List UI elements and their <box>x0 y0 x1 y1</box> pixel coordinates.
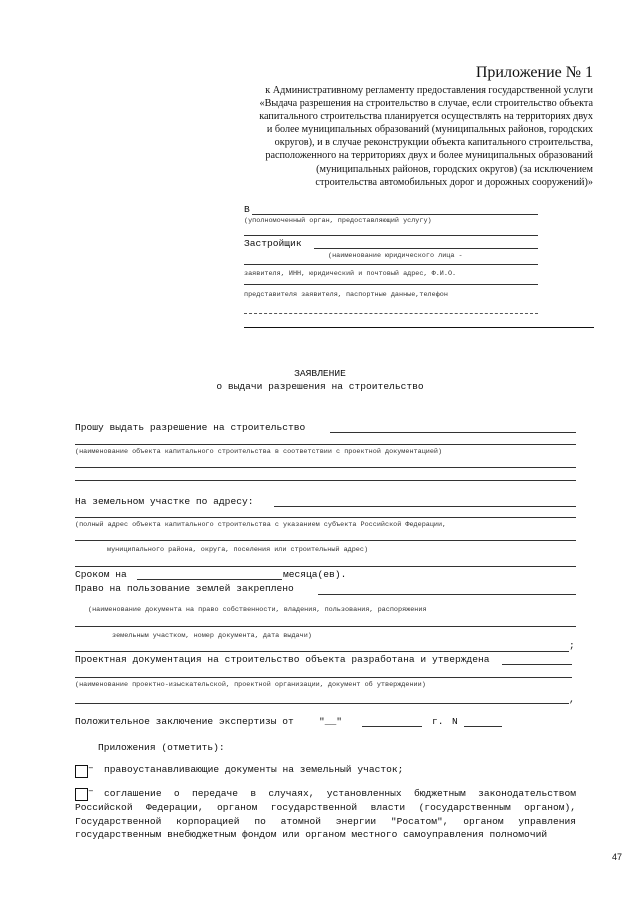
land-right-label: Право на пользование землей закреплено <box>75 583 294 594</box>
object-name-line[interactable] <box>330 432 576 433</box>
land-doc-hint-1: (наименование документа на право собственности, владения, пользования, распоряжения <box>88 606 427 614</box>
appendix-description-line: округов), и в случае реконструкции объекта капитального строительства, <box>274 137 593 149</box>
land-address-line-3[interactable] <box>75 540 576 541</box>
attachment-item-1: правоустанавливающие документы на земельный участок; <box>104 764 404 775</box>
appendix-description-line: капитального строительства планируется осуществлять на территориях двух <box>259 111 593 123</box>
address-hint-2: муниципального района, округа, поселения или строительный адрес) <box>107 546 369 554</box>
project-doc-line-2[interactable] <box>75 677 572 678</box>
expertise-year: г. <box>432 716 444 727</box>
land-address-label: На земельном участке по адресу: <box>75 496 254 507</box>
developer-line[interactable] <box>314 248 538 249</box>
attachment-dash: – <box>88 785 94 796</box>
project-doc-label: Проектная документация на строительство объекта разработана и утверждена <box>75 654 490 665</box>
comma: , <box>569 694 575 705</box>
developer-line-3[interactable] <box>244 284 538 285</box>
appendix-description-line: строительства автомобильных дорог и дорожных сооружений)» <box>315 176 593 188</box>
legal-entity-hint: (наименование юридического лица - <box>328 252 463 260</box>
semicolon: ; <box>569 640 575 651</box>
developer-label: Застройщик <box>244 238 302 249</box>
expertise-number-field[interactable] <box>464 726 502 727</box>
land-address-line-4[interactable] <box>75 566 576 567</box>
statement-title: ЗАЯВЛЕНИЕ <box>294 368 346 379</box>
checkbox-icon[interactable] <box>75 765 88 778</box>
land-right-line-2[interactable] <box>75 626 576 627</box>
address-hint-1: (полный адрес объекта капитального строительства с указанием субъекта Российской Федерации, <box>75 521 447 529</box>
authority-line-2[interactable] <box>244 235 538 236</box>
appendix-title: Приложение № 1 <box>475 64 593 81</box>
page-number: 47 <box>612 852 623 862</box>
addressee-rule <box>244 327 594 328</box>
appendix-description-line: (муниципальных районов, городских округов) (за исключением <box>316 163 593 175</box>
term-months-field[interactable] <box>137 579 282 580</box>
land-address-line[interactable] <box>274 506 576 507</box>
statement-subtitle: о выдачи разрешения на строительство <box>216 381 424 392</box>
object-name-line-4[interactable] <box>75 480 576 481</box>
expertise-quote: "__" <box>319 716 343 727</box>
attachment-item-2: соглашение о передаче в случаях, установленных бюджетным законодательством Российской Федерации, органом государственной власти (государственным органом), Государственной корпорацией по атомной энергии "Росатом", органом управления государственным внебюджетным фондом или органом местного самоуправления полномочий <box>75 788 576 841</box>
developer-line-2[interactable] <box>244 264 538 265</box>
appendix-description-line: и более муниципальных образований (муниципальных районов, городских <box>266 124 593 136</box>
term-prefix: Сроком на <box>75 569 127 580</box>
land-address-line-2[interactable] <box>75 517 576 518</box>
developer-line-4[interactable] <box>244 313 538 314</box>
expertise-label: Положительное заключение экспертизы от <box>75 716 294 727</box>
expertise-number-label: N <box>452 716 458 727</box>
appendix-description-line: к Административному регламенту предоставления государственной услуги <box>265 85 593 96</box>
object-hint: (наименование объекта капитального строительства в соответствии с проектной документацией) <box>75 448 443 456</box>
project-org-hint: (наименование проектно-изыскательской, проектной организации, документ об утверждении) <box>75 681 426 689</box>
object-name-line-3[interactable] <box>75 467 576 468</box>
land-right-line[interactable] <box>318 594 576 595</box>
attachment-checkbox-1[interactable] <box>75 762 88 780</box>
land-right-line-3[interactable] <box>75 651 569 652</box>
term-suffix: месяца(ев). <box>283 569 347 580</box>
land-doc-hint-2: земельным участком, номер документа, дата выдачи) <box>112 632 312 640</box>
applicant-hint: заявителя, ИНН, юридический и почтовый адрес, Ф.И.О. <box>244 270 457 278</box>
authority-line[interactable] <box>252 214 538 215</box>
to-prefix: В <box>244 204 250 215</box>
request-label: Прошу выдать разрешение на строительство <box>75 422 306 433</box>
expertise-date-field[interactable] <box>362 726 422 727</box>
authority-hint: (уполномоченный орган, предоставляющий услугу) <box>244 217 432 225</box>
attachments-label: Приложения (отметить): <box>98 742 225 753</box>
representative-hint: представителя заявителя, паспортные данные,телефон <box>244 291 448 299</box>
attachment-dash: – <box>88 762 94 773</box>
project-doc-line-3[interactable] <box>75 703 569 704</box>
appendix-description-line: «Выдача разрешения на строительство в случае, если строительство объекта <box>259 98 593 110</box>
appendix-description-line: расположенного на территориях двух и более муниципальных образований <box>265 150 593 162</box>
appendix-description <box>230 84 593 189</box>
project-doc-line[interactable] <box>502 664 572 665</box>
object-name-line-2[interactable] <box>75 444 576 445</box>
